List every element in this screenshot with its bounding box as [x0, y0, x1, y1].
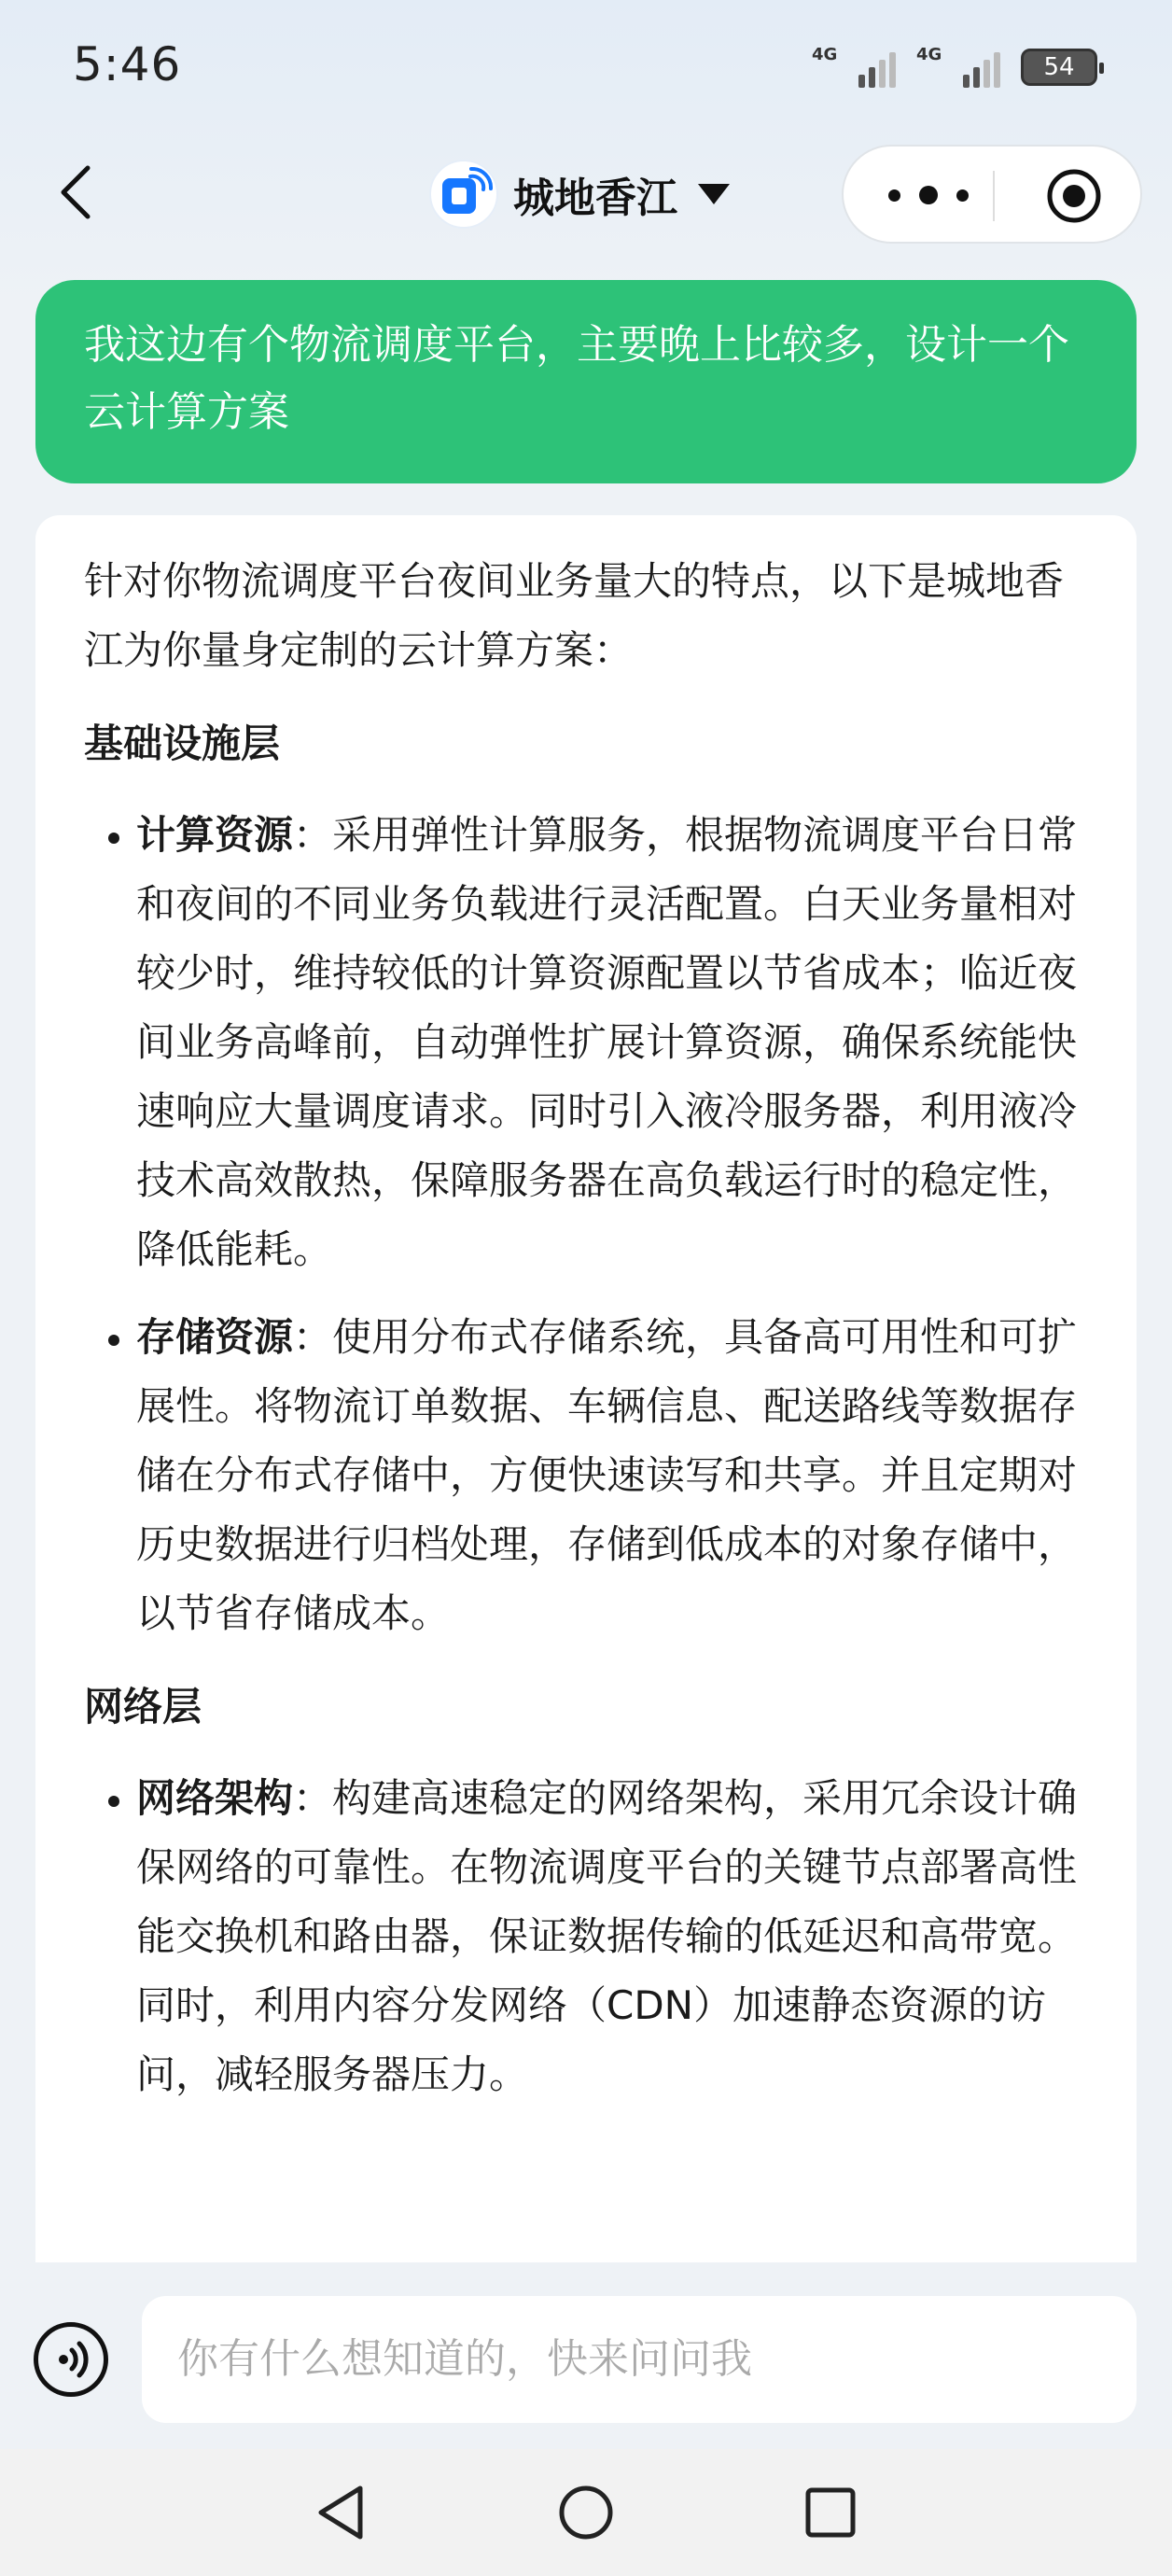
page-title: 城地香江 — [513, 175, 677, 222]
app-logo-icon — [429, 160, 498, 229]
nav-recents-icon[interactable] — [804, 2486, 857, 2539]
item-term: 计算资源 — [136, 812, 294, 858]
status-icons — [812, 45, 1097, 90]
close-target-icon[interactable] — [1045, 167, 1103, 225]
signal-icon — [916, 47, 1000, 88]
voice-icon — [38, 2327, 104, 2392]
item-term: 存储资源 — [136, 1314, 294, 1360]
title-dropdown[interactable] — [429, 159, 730, 230]
signal-label: 4G — [916, 45, 942, 64]
caret-down-icon — [698, 184, 730, 204]
answer-card — [35, 515, 1137, 2262]
item-text: ：采用弹性计算服务，根据物流调度平台日常和夜间的不同业务负载进行灵活配置。白天业务量相对较少时，维持较低的计算资源配置以节省成本；临近夜间业务高峰前，自动弹性扩展计算资源，确保系统能快速响应大量调度请求。同时引入液冷服务器，利用液冷技术高效散热，保障服务器在高负载运行时的稳定性，降低能耗。 — [136, 812, 1078, 1272]
list-item — [136, 801, 1088, 1284]
user-message-bubble: 我这边有个物流调度平台，主要晚上比较多，设计一个云计算方案 — [35, 280, 1137, 483]
system-nav-bar — [0, 2449, 1172, 2576]
answer-intro: 针对你物流调度平台夜间业务量大的特点，以下是城地香江为你量身定制的云计算方案： — [84, 558, 1065, 673]
item-text: ：使用分布式存储系统，具备高可用性和可扩展性。将物流订单数据、车辆信息、配送路线等数据存储在分布式存储中，方便快速读写和共享。并且定期对历史数据进行归档处理，存储到低成本的对象存储中，以节省存储成本。 — [136, 1314, 1078, 1636]
item-text: ：构建高速稳定的网络架构，采用冗余设计确保网络的可靠性。在物流调度平台的关键节点部署高性能交换机和路由器，保证数据传输的低延迟和高带宽。同时，利用内容分发网络（CDN）加速静态资源的访问，减轻服务器压力。 — [136, 1775, 1078, 2097]
battery-icon: 54 — [1021, 49, 1097, 86]
bullet-list — [84, 1764, 1088, 2109]
section-heading: 基础设施层 — [84, 721, 281, 766]
question-input[interactable]: 你有什么想知道的，快来问问我 — [142, 2296, 1137, 2423]
nav-back-icon[interactable] — [315, 2483, 368, 2542]
item-term: 网络架构 — [136, 1775, 294, 1821]
nav-home-icon[interactable] — [558, 2485, 614, 2541]
status-time: 5:46 — [73, 37, 182, 91]
section-heading: 网络层 — [84, 1684, 202, 1729]
voice-input-button[interactable] — [34, 2322, 108, 2397]
mini-program-capsule — [842, 145, 1142, 244]
signal-icon — [812, 47, 896, 88]
more-icon[interactable] — [888, 178, 969, 212]
list-item — [136, 1764, 1088, 2109]
input-bar — [0, 2262, 1172, 2449]
bullet-list — [84, 801, 1088, 1648]
back-icon[interactable] — [58, 164, 95, 220]
capsule-divider — [993, 171, 995, 221]
list-item — [136, 1303, 1088, 1648]
signal-label: 4G — [812, 45, 838, 64]
